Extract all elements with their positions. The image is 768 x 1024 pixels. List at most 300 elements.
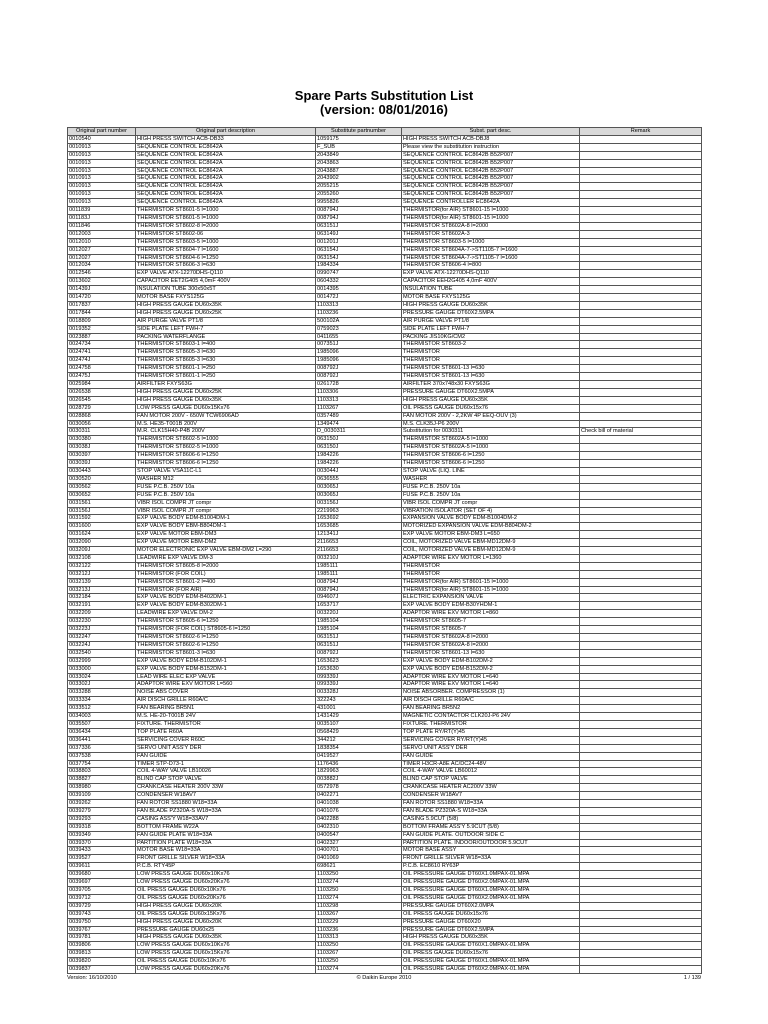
cell-subst-part-desc: SIDE PLATE LEFT FWH-7 — [402, 325, 580, 333]
cell-original-part-number: 001439J — [68, 286, 136, 294]
cell-substitute-partnumber: 1103313 — [316, 396, 402, 404]
cell-remark — [580, 887, 702, 895]
cell-original-part-number: 0033288 — [68, 689, 136, 697]
cell-substitute-partnumber: 121341J — [316, 531, 402, 539]
table-row — [68, 776, 702, 784]
table-row — [68, 578, 702, 586]
table-row — [68, 246, 702, 254]
cell-remark — [580, 301, 702, 309]
cell-subst-part-desc: TIMER H3CR-A8E AC/DC24-48V — [402, 760, 580, 768]
cell-subst-part-desc: MOTORIZED EXPANSION VALVE EDM-B804DM-2 — [402, 523, 580, 531]
table-body — [68, 135, 702, 973]
cell-subst-part-desc: PARTITION PLATE. INDOOR/OUTDOOR 5.9CUT — [402, 839, 580, 847]
cell-original-part-description: BOTTOM FRAME W22A — [136, 823, 316, 831]
cell-remark — [580, 341, 702, 349]
cell-substitute-partnumber: 063151J — [316, 634, 402, 642]
cell-remark — [580, 926, 702, 934]
cell-substitute-partnumber: 1838354 — [316, 744, 402, 752]
cell-substitute-partnumber: 2043902 — [316, 175, 402, 183]
cell-original-part-description: EXP VALVE BODY EDM-B152DM-1 — [136, 665, 316, 673]
cell-original-part-description: THERMISTOR ST8605-3 l=630 — [136, 349, 316, 357]
table-row — [68, 309, 702, 317]
cell-remark — [580, 222, 702, 230]
cell-original-part-description: LEADWIRE EXP VALVE DM-2 — [136, 610, 316, 618]
cell-subst-part-desc: THERMISTOR ST8605-7 — [402, 626, 580, 634]
cell-remark — [580, 230, 702, 238]
table-row — [68, 278, 702, 286]
cell-remark — [580, 333, 702, 341]
cell-original-part-number: 0032230 — [68, 618, 136, 626]
cell-original-part-number: 0031561 — [68, 499, 136, 507]
table-row — [68, 839, 702, 847]
table-row — [68, 918, 702, 926]
cell-substitute-partnumber: 003210J — [316, 554, 402, 562]
cell-substitute-partnumber: 0401038 — [316, 800, 402, 808]
cell-original-part-description: CAPACITOR EET2G405 4,0mF 400V — [136, 278, 316, 286]
cell-substitute-partnumber: 1103274 — [316, 894, 402, 902]
cell-substitute-partnumber: 063151J — [316, 222, 402, 230]
cell-subst-part-desc: VIBRATION ISOLATOR (SET OF 4) — [402, 507, 580, 515]
cell-original-part-number: 0012003 — [68, 230, 136, 238]
cell-remark — [580, 554, 702, 562]
cell-original-part-number: 0039433 — [68, 847, 136, 855]
cell-original-part-number: 0036434 — [68, 728, 136, 736]
cell-subst-part-desc: PACKING JIS10KG/CM2 — [402, 333, 580, 341]
cell-substitute-partnumber: 094607J — [316, 594, 402, 602]
cell-substitute-partnumber: 0400547 — [316, 831, 402, 839]
table-row — [68, 365, 702, 373]
cell-original-part-description: MOTOR BASE FXYS125G — [136, 294, 316, 302]
cell-original-part-description: THERMISTOR (FOR COIL) ST8605-6 l=1250 — [136, 626, 316, 634]
cell-substitute-partnumber: 063150J — [316, 444, 402, 452]
cell-subst-part-desc: FAN MOTOR 200V - 2,2KW 4P EEQ-OUV (3) — [402, 412, 580, 420]
cell-subst-part-desc: OIL PRESSURE GAUGE DT60X2.0MPAX-01.MPA — [402, 879, 580, 887]
cell-substitute-partnumber: 1653717 — [316, 602, 402, 610]
table-row — [68, 254, 702, 262]
cell-original-part-number: 003156J — [68, 507, 136, 515]
cell-substitute-partnumber: 0401069 — [316, 855, 402, 863]
table-row — [68, 460, 702, 468]
table-row — [68, 317, 702, 325]
cell-subst-part-desc: EXP VALVE BODY EDM-B102DM-2 — [402, 657, 580, 665]
cell-original-part-description: EXP VALVE BODY EDM-B1004DM-1 — [136, 515, 316, 523]
cell-substitute-partnumber: 003882J — [316, 776, 402, 784]
cell-original-part-description: AIR DISCH GRILLE R60A/C — [136, 697, 316, 705]
cell-substitute-partnumber: 9955826 — [316, 199, 402, 207]
cell-remark — [580, 396, 702, 404]
table-row — [68, 744, 702, 752]
cell-original-part-description: CASING ASS'Y W18=33AV7 — [136, 815, 316, 823]
cell-original-part-number: 0039697 — [68, 879, 136, 887]
cell-remark — [580, 665, 702, 673]
cell-original-part-number: 0030652 — [68, 491, 136, 499]
cell-remark — [580, 191, 702, 199]
cell-substitute-partnumber: F_SUB — [316, 143, 402, 151]
cell-subst-part-desc: OIL PRESSURE GAUGE DT60X1.0MPAX-01.MPA — [402, 942, 580, 950]
cell-original-part-description: THERMISTOR ST8605-8 l=2000 — [136, 562, 316, 570]
cell-subst-part-desc: EXPANSION VALVE BODY EDM-B1004DM-2 — [402, 515, 580, 523]
cell-original-part-number: 0018809 — [68, 317, 136, 325]
cell-subst-part-desc: OIL PRESSURE GAUGE DT60X1.0MPAX-01.MPA — [402, 887, 580, 895]
table-row — [68, 855, 702, 863]
cell-original-part-description: MOTOR BASE W18=33A — [136, 847, 316, 855]
cell-subst-part-desc: SEQUENCE CONTROL EC8642B B52P007 — [402, 167, 580, 175]
cell-original-part-number: 003209J — [68, 547, 136, 555]
cell-remark — [580, 507, 702, 515]
cell-remark — [580, 294, 702, 302]
cell-substitute-partnumber: 0990747 — [316, 270, 402, 278]
cell-original-part-description: OIL PRESS GAUGE DU60x10Kx76 — [136, 958, 316, 966]
cell-subst-part-desc: VIBR ISOL COMPR JT compr — [402, 499, 580, 507]
cell-subst-part-desc: SEQUENCE CONTROL EC8642B B52P007 — [402, 151, 580, 159]
cell-remark — [580, 594, 702, 602]
cell-original-part-number: 0025984 — [68, 381, 136, 389]
col-header-subst-part-desc: Subst. part desc. — [402, 128, 580, 136]
cell-remark — [580, 317, 702, 325]
table-row — [68, 230, 702, 238]
cell-original-part-description: OIL PRESS GAUGE DU60x15Kx76 — [136, 910, 316, 918]
cell-original-part-number: 0026545 — [68, 396, 136, 404]
cell-remark — [580, 562, 702, 570]
cell-original-part-number: 0010913 — [68, 191, 136, 199]
cell-subst-part-desc: CAPACITOR EEH2G405 4,0mF 400V — [402, 278, 580, 286]
cell-original-part-description: THERMISTOR ST8602-6 l=1250 — [136, 641, 316, 649]
cell-remark — [580, 523, 702, 531]
cell-remark — [580, 720, 702, 728]
footer-page-number: 1 / 139 — [683, 975, 701, 981]
cell-subst-part-desc: THERMISTOR(for AIR) ST8601-15 l=1000 — [402, 207, 580, 215]
cell-original-part-description: THERMISTOR ST8605-6 l=1250 — [136, 618, 316, 626]
cell-remark — [580, 175, 702, 183]
table-row — [68, 713, 702, 721]
cell-original-part-description: EXP VALVE MOTOR EBM-DM3 — [136, 531, 316, 539]
cell-original-part-number: 0012027 — [68, 246, 136, 254]
cell-remark — [580, 681, 702, 689]
table-row — [68, 531, 702, 539]
cell-remark — [580, 713, 702, 721]
cell-substitute-partnumber: 1103298 — [316, 902, 402, 910]
cell-substitute-partnumber: 1985104 — [316, 618, 402, 626]
cell-subst-part-desc: ADAPTOR WIRE EXV MOTOR L=640 — [402, 673, 580, 681]
cell-remark — [580, 697, 702, 705]
cell-original-part-number: 0030311 — [68, 428, 136, 436]
cell-subst-part-desc: OIL PRESSURE GAUGE DT60X1.0MPAX-01.MPA — [402, 871, 580, 879]
cell-remark — [580, 673, 702, 681]
cell-remark — [580, 871, 702, 879]
table-row — [68, 586, 702, 594]
cell-remark — [580, 776, 702, 784]
cell-substitute-partnumber: 1103313 — [316, 301, 402, 309]
cell-subst-part-desc: NOISE ABSORBER. COMPRESSOR (1) — [402, 689, 580, 697]
cell-original-part-description: M.R. CLK15H40-P4B 200V — [136, 428, 316, 436]
cell-substitute-partnumber: 2116653 — [316, 547, 402, 555]
table-row — [68, 191, 702, 199]
table-row — [68, 151, 702, 159]
cell-remark — [580, 381, 702, 389]
cell-substitute-partnumber: 1103274 — [316, 879, 402, 887]
cell-subst-part-desc: AIR DISCH GRILLE R60A/C — [402, 697, 580, 705]
cell-original-part-number: 0011839 — [68, 207, 136, 215]
table-row — [68, 618, 702, 626]
cell-subst-part-desc: THERMISTOR(for AIR) ST8601-15 l=1000 — [402, 578, 580, 586]
cell-subst-part-desc: AIR PURGE VALVE PT1/8 — [402, 317, 580, 325]
cell-remark — [580, 412, 702, 420]
cell-original-part-number: 0031600 — [68, 523, 136, 531]
cell-substitute-partnumber: 2219963 — [316, 507, 402, 515]
cell-original-part-number: 0026538 — [68, 388, 136, 396]
cell-subst-part-desc: CRANKCASE HEATER AC200V 33W — [402, 784, 580, 792]
cell-subst-part-desc: ADAPTOR WIRE EXV MOTOR L=1360 — [402, 554, 580, 562]
cell-remark — [580, 262, 702, 270]
table-row — [68, 902, 702, 910]
table-row — [68, 357, 702, 365]
cell-original-part-number: 0032540 — [68, 649, 136, 657]
cell-original-part-description: HIGH PRESS GAUGE DU60x35K — [136, 301, 316, 309]
cell-subst-part-desc: THERMISTOR ST8602A-5 l=1000 — [402, 436, 580, 444]
cell-substitute-partnumber: 431001 — [316, 705, 402, 713]
cell-original-part-description: THERMISTOR ST8604-7 l=1600 — [136, 246, 316, 254]
cell-remark — [580, 942, 702, 950]
cell-remark — [580, 460, 702, 468]
cell-substitute-partnumber: 322243 — [316, 697, 402, 705]
cell-original-part-description: WASHER M12 — [136, 475, 316, 483]
cell-subst-part-desc: HIGH PRESS GAUGE DU60x35K — [402, 396, 580, 404]
cell-original-part-description: FRONT GRILLE SILVER W18=33A — [136, 855, 316, 863]
cell-original-part-description: THERMISTOR ST8604-6 l=1250 — [136, 254, 316, 262]
table-row — [68, 554, 702, 562]
cell-remark — [580, 570, 702, 578]
cell-original-part-number: 0039712 — [68, 894, 136, 902]
cell-original-part-number: 0038803 — [68, 768, 136, 776]
cell-original-part-number: 0010913 — [68, 175, 136, 183]
cell-subst-part-desc: STOP VALVE (LIQ. LINE — [402, 467, 580, 475]
cell-remark — [580, 966, 702, 974]
cell-original-part-description: AIR PURGE VALVE PT1/8 — [136, 317, 316, 325]
table-row — [68, 871, 702, 879]
cell-original-part-number: 001183J — [68, 214, 136, 222]
cell-substitute-partnumber: 0357489 — [316, 412, 402, 420]
cell-subst-part-desc: PRESSURE GAUGE DT60X2.5MPA — [402, 388, 580, 396]
cell-original-part-number: 003213J — [68, 586, 136, 594]
cell-subst-part-desc: THERMISTOR ST8601-13 l=630 — [402, 373, 580, 381]
cell-remark — [580, 499, 702, 507]
cell-remark — [580, 800, 702, 808]
cell-original-part-number: 0028729 — [68, 404, 136, 412]
cell-original-part-number: 0030397 — [68, 452, 136, 460]
cell-original-part-number: 0034003 — [68, 713, 136, 721]
cell-original-part-description: OIL PRESS GAUGE DU60x20Kx76 — [136, 894, 316, 902]
table-row — [68, 167, 702, 175]
cell-substitute-partnumber: 063149J — [316, 230, 402, 238]
cell-remark — [580, 515, 702, 523]
cell-subst-part-desc: PRESSURE GAUGE DT60X2.5MPA — [402, 926, 580, 934]
cell-remark — [580, 420, 702, 428]
cell-original-part-number: 0039806 — [68, 942, 136, 950]
cell-original-part-description: HIGH PRESS GAUGE DU60x35K — [136, 396, 316, 404]
cell-substitute-partnumber: 007351J — [316, 341, 402, 349]
cell-substitute-partnumber: 1103229 — [316, 918, 402, 926]
cell-subst-part-desc: CASING 5.9CUT (5/8) — [402, 815, 580, 823]
cell-original-part-description: THERMISTOR ST8601-1 l=250 — [136, 373, 316, 381]
table-row — [68, 444, 702, 452]
table-row — [68, 539, 702, 547]
cell-subst-part-desc: TOP PLATE RY/RT(Y)45 — [402, 728, 580, 736]
cell-remark — [580, 752, 702, 760]
cell-original-part-description: THERMISTOR ST8601-1 l=250 — [136, 365, 316, 373]
cell-substitute-partnumber: 1653630 — [316, 665, 402, 673]
cell-remark — [580, 626, 702, 634]
cell-substitute-partnumber: 008792J — [316, 373, 402, 381]
cell-remark — [580, 246, 702, 254]
cell-substitute-partnumber: 344212 — [316, 736, 402, 744]
cell-original-part-number: 0032108 — [68, 554, 136, 562]
cell-original-part-description: FAN ROTOR SS1880 W18=33A — [136, 800, 316, 808]
cell-remark — [580, 539, 702, 547]
cell-original-part-description: FAN BLADE PZ320A-S W18=33A — [136, 807, 316, 815]
cell-substitute-partnumber: 1984226 — [316, 452, 402, 460]
cell-original-part-number: 0010913 — [68, 159, 136, 167]
cell-remark — [580, 847, 702, 855]
cell-remark — [580, 404, 702, 412]
table-row — [68, 752, 702, 760]
cell-original-part-description: LOW PRESS GAUGE DU60x15Kx76 — [136, 950, 316, 958]
cell-subst-part-desc: PRESSURE GAUGE DT60X2.5MPA — [402, 309, 580, 317]
table-row — [68, 815, 702, 823]
cell-remark — [580, 365, 702, 373]
cell-subst-part-desc: OIL PRESS GAUGE DU60x15x76 — [402, 404, 580, 412]
cell-remark: Check bill of material — [580, 428, 702, 436]
cell-original-part-description: FUSE P.C.B. 250V 10a — [136, 483, 316, 491]
cell-original-part-number: 0039293 — [68, 815, 136, 823]
cell-original-part-description: FUSE P.C.B. 250V 10a — [136, 491, 316, 499]
cell-original-part-description: SEQUENCE CONTROL EC8642A — [136, 151, 316, 159]
cell-substitute-partnumber: 1984226 — [316, 460, 402, 468]
cell-remark — [580, 784, 702, 792]
cell-remark — [580, 286, 702, 294]
cell-original-part-number: 0024734 — [68, 341, 136, 349]
cell-original-part-description: THERMISTOR (FOR AIR) — [136, 586, 316, 594]
table-row — [68, 238, 702, 246]
cell-subst-part-desc: MAGNETIC CONTACTOR CLK20J-P6 24V — [402, 713, 580, 721]
cell-substitute-partnumber: 0261728 — [316, 381, 402, 389]
cell-original-part-number: 0039729 — [68, 902, 136, 910]
cell-original-part-description: EXP VALVE BODY EDM-B302DM-1 — [136, 602, 316, 610]
cell-substitute-partnumber: 2116653 — [316, 539, 402, 547]
cell-remark — [580, 823, 702, 831]
cell-substitute-partnumber: 063151J — [316, 641, 402, 649]
cell-subst-part-desc: OIL PRESSURE GAUGE DT60X2.0MPAX-01.MPA — [402, 894, 580, 902]
cell-original-part-number: 0038980 — [68, 784, 136, 792]
table-row — [68, 349, 702, 357]
table-row — [68, 634, 702, 642]
cell-remark — [580, 618, 702, 626]
cell-original-part-description: STOP VALVE VSA11C-L1 — [136, 467, 316, 475]
cell-substitute-partnumber: 1653685 — [316, 523, 402, 531]
cell-original-part-description: SIDE PLATE LEFT FWH-7 — [136, 325, 316, 333]
cell-subst-part-desc: THERMISTOR ST8601-13 l=630 — [402, 365, 580, 373]
cell-remark — [580, 143, 702, 151]
table-row — [68, 689, 702, 697]
cell-remark — [580, 444, 702, 452]
cell-remark — [580, 436, 702, 444]
cell-substitute-partnumber: 1829963 — [316, 768, 402, 776]
cell-original-part-description: P.C.B. RTY45P — [136, 863, 316, 871]
cell-original-part-number: 0013602 — [68, 278, 136, 286]
cell-subst-part-desc: COIL 4-WAY VALVE LB60012 — [402, 768, 580, 776]
cell-original-part-description: HIGH PRESS GAUGE DU60x20K — [136, 902, 316, 910]
cell-substitute-partnumber: 2055260 — [316, 191, 402, 199]
cell-substitute-partnumber: 1985111 — [316, 570, 402, 578]
cell-original-part-number: 0010913 — [68, 183, 136, 191]
table-row — [68, 301, 702, 309]
table-row — [68, 950, 702, 958]
table-row — [68, 657, 702, 665]
cell-subst-part-desc: EXP VALVE ATX-12270DHS-Q110 — [402, 270, 580, 278]
cell-original-part-number: 0038827 — [68, 776, 136, 784]
cell-substitute-partnumber: 1176436 — [316, 760, 402, 768]
cell-remark — [580, 388, 702, 396]
table-row — [68, 792, 702, 800]
table-row — [68, 491, 702, 499]
cell-original-part-number: 0019352 — [68, 325, 136, 333]
cell-substitute-partnumber: 1103250 — [316, 871, 402, 879]
cell-remark — [580, 602, 702, 610]
cell-original-part-number: 0039349 — [68, 831, 136, 839]
cell-substitute-partnumber: 0402271 — [316, 792, 402, 800]
cell-subst-part-desc: ADAPTOR WIRE EXV MOTOR L=860 — [402, 610, 580, 618]
cell-subst-part-desc: THERMISTOR ST8602A-8 l=2000 — [402, 222, 580, 230]
cell-subst-part-desc: FAN BLADE PZ320A-S W18=33A — [402, 807, 580, 815]
cell-subst-part-desc: SERVICING COVER RY/RT(Y)45 — [402, 736, 580, 744]
cell-substitute-partnumber: 1059175 — [316, 135, 402, 143]
cell-original-part-number: 0024758 — [68, 365, 136, 373]
cell-original-part-description: M.S. HE35-T001B 200V — [136, 420, 316, 428]
col-header-substitute-partnumber: Substitute partnumber — [316, 128, 402, 136]
cell-original-part-number: 0033334 — [68, 697, 136, 705]
cell-subst-part-desc: OIL PRESS GAUGE DU60x15x76 — [402, 910, 580, 918]
cell-subst-part-desc: FAN GUIDE PLATE. OUTDOOR SIDE C — [402, 831, 580, 839]
cell-substitute-partnumber: 2043849 — [316, 151, 402, 159]
cell-substitute-partnumber: 1985096 — [316, 357, 402, 365]
table-row — [68, 784, 702, 792]
cell-original-part-number: 0039820 — [68, 958, 136, 966]
cell-subst-part-desc: OIL PRESSURE GAUGE DT60X2.0MPAX-01.MPA — [402, 966, 580, 974]
cell-original-part-description: THERMISTOR ST8601-3 l=630 — [136, 649, 316, 657]
table-row — [68, 800, 702, 808]
cell-original-part-description: M.S. HE-20-T001B 24V — [136, 713, 316, 721]
cell-original-part-number: 0039743 — [68, 910, 136, 918]
cell-subst-part-desc: PRESSURE GAUGE DT60X20 — [402, 918, 580, 926]
cell-original-part-description: CONDENSER W18AV7 — [136, 792, 316, 800]
cell-remark — [580, 199, 702, 207]
cell-original-part-description: THERMISTOR ST8602-5 l=1000 — [136, 444, 316, 452]
cell-subst-part-desc: INSULATION TUBE — [402, 286, 580, 294]
cell-original-part-number: 0010913 — [68, 199, 136, 207]
table-row — [68, 720, 702, 728]
cell-original-part-number: 0017837 — [68, 301, 136, 309]
cell-original-part-description: SEQUENCE CONTROL EC8642A — [136, 159, 316, 167]
cell-substitute-partnumber: 001201J — [316, 238, 402, 246]
cell-original-part-description: SEQUENCE CONTROL EC8642A — [136, 191, 316, 199]
cell-original-part-number: 0032209 — [68, 610, 136, 618]
cell-subst-part-desc: THERMISTOR ST8606-6 l=1250 — [402, 452, 580, 460]
cell-remark — [580, 167, 702, 175]
cell-substitute-partnumber: 0411655 — [316, 333, 402, 341]
cell-substitute-partnumber: 008794J — [316, 214, 402, 222]
cell-substitute-partnumber: 2055215 — [316, 183, 402, 191]
table-row — [68, 610, 702, 618]
cell-remark — [580, 214, 702, 222]
